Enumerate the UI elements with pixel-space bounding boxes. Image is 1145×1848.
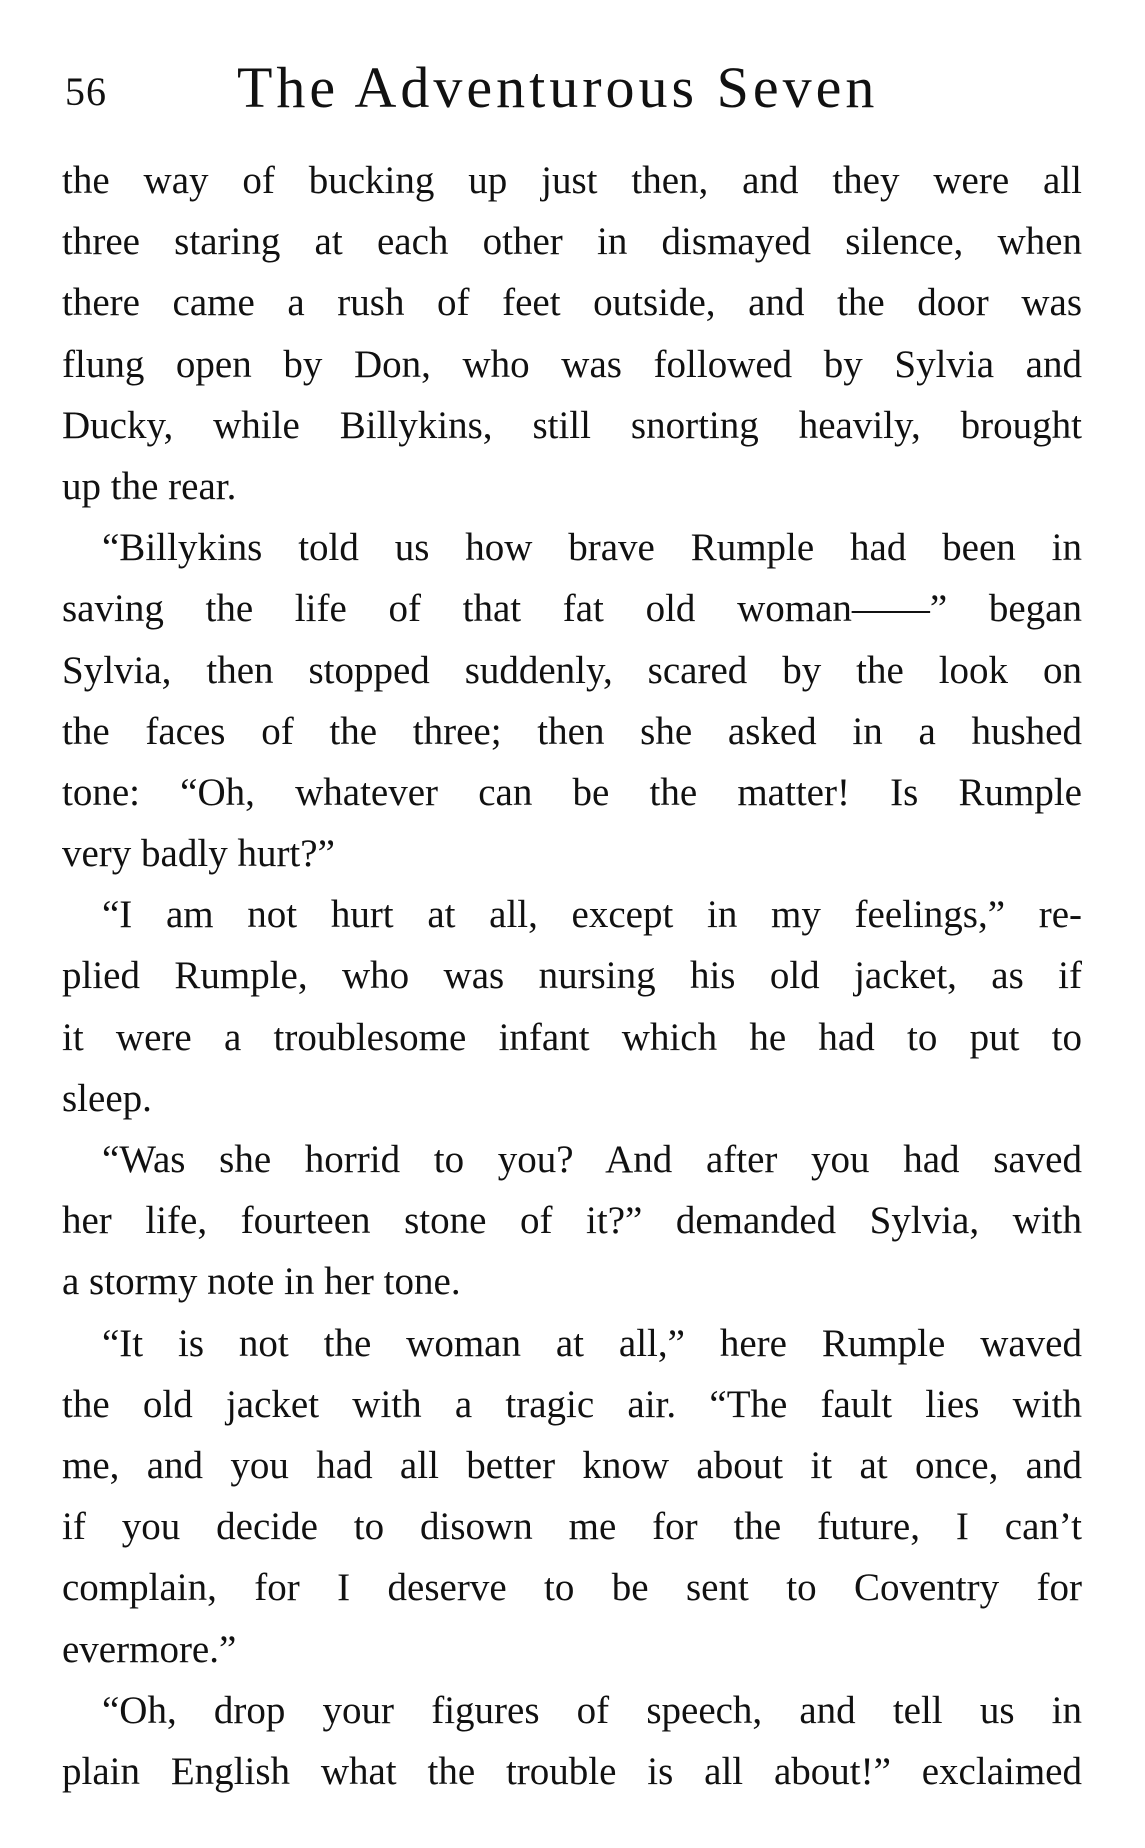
text-line: tone: “Oh, whatever can be the matter! Is Rumple — [62, 770, 1082, 814]
text-line: Ducky, while Billykins, still snorting heavily, brought — [62, 403, 1082, 447]
text-line: her life, fourteen stone of it?” demanded Sylvia, with — [62, 1199, 1082, 1243]
page-number: 56 — [65, 69, 107, 114]
text-line: me, and you had all better know about it at once, and — [62, 1443, 1082, 1487]
text-line: it were a troublesome infant which he had to put to — [62, 1015, 1082, 1059]
body-text — [62, 150, 1082, 1802]
text-line: flung open by Don, who was followed by Sylvia and — [62, 342, 1082, 386]
text-line: saving the life of that fat old woman——” began — [62, 587, 1082, 631]
text-line: “Oh, drop your figures of speech, and tell us in — [102, 1688, 1082, 1732]
text-line: “I am not hurt at all, except in my feelings,” re- — [102, 893, 1082, 937]
text-line: “Billykins told us how brave Rumple had been in — [102, 526, 1082, 570]
text-line: a stormy note in her tone. — [62, 1260, 461, 1304]
text-line: if you decide to disown me for the future, I can’t — [62, 1505, 1082, 1549]
text-line: “Was she horrid to you? And after you had saved — [102, 1138, 1082, 1181]
text-line: three staring at each other in dismayed silence, when — [62, 220, 1082, 264]
text-line: plain English what the trouble is all about!” exclaimed — [62, 1749, 1082, 1793]
text-line: sleep. — [62, 1076, 152, 1120]
text-line: the way of bucking up just then, and they were all — [62, 159, 1082, 202]
text-line: Sylvia, then stopped suddenly, scared by the look on — [62, 648, 1082, 692]
text-line: the old jacket with a tragic air. “The fault lies with — [62, 1382, 1082, 1426]
text-line: complain, for I deserve to be sent to Coventry for — [62, 1566, 1082, 1610]
text-line: evermore.” — [62, 1627, 237, 1671]
page-header — [62, 40, 1082, 150]
text-line: “It is not the woman at all,” here Rumple waved — [102, 1321, 1082, 1365]
text-line: plied Rumple, who was nursing his old jacket, as if — [62, 954, 1082, 998]
text-line: there came a rush of feet outside, and the door was — [62, 281, 1082, 325]
text-line: very badly hurt?” — [62, 832, 335, 876]
book-page — [62, 40, 1082, 1802]
running-title: The Adventurous Seven — [237, 55, 879, 120]
text-line: the faces of the three; then she asked in a hushed — [62, 709, 1082, 753]
text-line: up the rear. — [62, 464, 237, 508]
